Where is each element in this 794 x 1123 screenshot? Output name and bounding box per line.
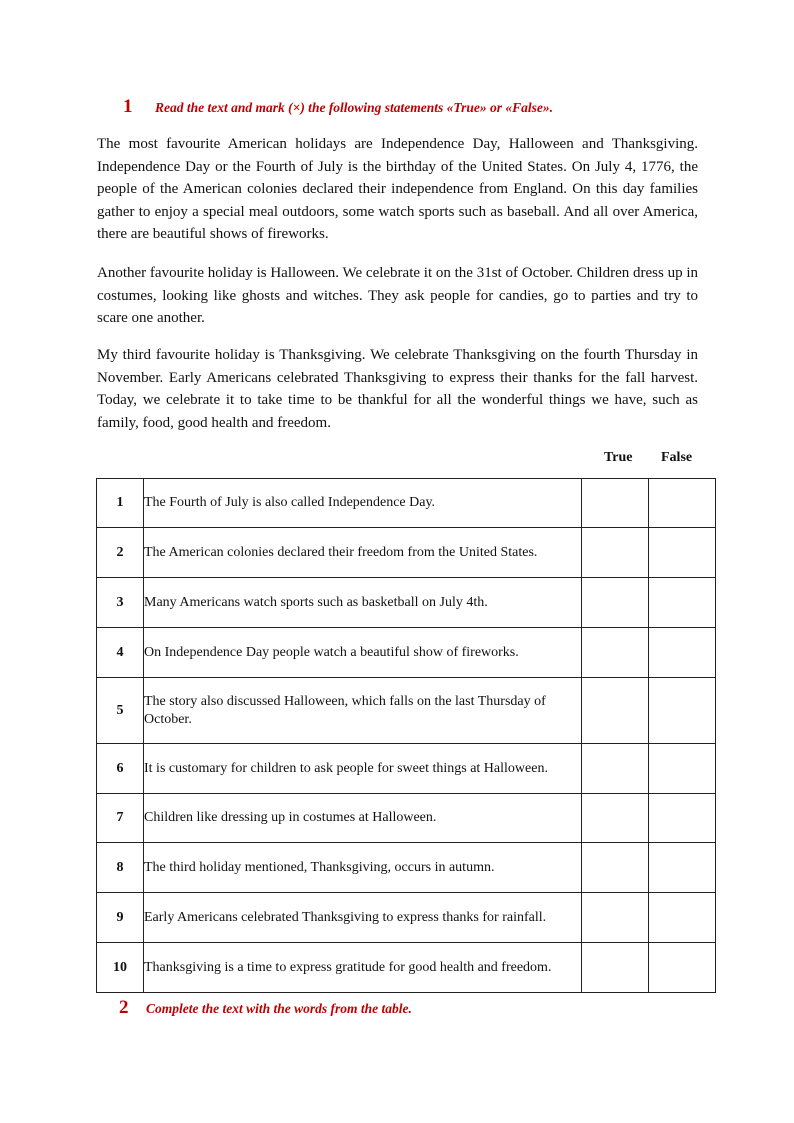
true-answer-box[interactable] bbox=[582, 843, 649, 893]
table-row bbox=[97, 794, 716, 843]
task-1-heading bbox=[123, 96, 553, 116]
false-answer-box[interactable] bbox=[649, 843, 716, 893]
false-answer-box[interactable] bbox=[649, 479, 716, 528]
reading-paragraph-1 bbox=[97, 133, 698, 246]
true-answer-box[interactable] bbox=[582, 479, 649, 528]
statement-number: 1 bbox=[97, 479, 144, 528]
statement-number: 6 bbox=[97, 744, 144, 794]
table-row bbox=[97, 578, 716, 628]
statement-text: The story also discussed Halloween, which falls on the last Thursday of October. bbox=[144, 678, 582, 744]
false-answer-box[interactable] bbox=[649, 744, 716, 794]
table-row bbox=[97, 893, 716, 943]
statement-text: It is customary for children to ask people for sweet things at Halloween. bbox=[144, 744, 582, 794]
reading-paragraph-3 bbox=[97, 344, 698, 434]
task-instruction: Read the text and mark (×) the following statements «True» or «False». bbox=[155, 100, 553, 115]
statement-number: 10 bbox=[97, 943, 144, 993]
statement-number: 9 bbox=[97, 893, 144, 943]
false-answer-box[interactable] bbox=[649, 528, 716, 578]
false-answer-box[interactable] bbox=[649, 893, 716, 943]
true-answer-box[interactable] bbox=[582, 744, 649, 794]
true-answer-box[interactable] bbox=[582, 943, 649, 993]
table-row bbox=[97, 479, 716, 528]
true-answer-box[interactable] bbox=[582, 578, 649, 628]
false-answer-box[interactable] bbox=[649, 943, 716, 993]
task-2-heading bbox=[119, 997, 412, 1017]
paragraph-text: Another favourite holiday is Halloween. We celebrate it on the 31st of October. Children dress up in costumes, looking like ghosts and witches. They ask people for candies, go to parties and try to scare one another. bbox=[97, 265, 698, 327]
statement-text: On Independence Day people watch a beautiful show of fireworks. bbox=[144, 628, 582, 678]
statement-text: Thanksgiving is a time to express gratitude for good health and freedom. bbox=[144, 943, 582, 993]
table-row bbox=[97, 628, 716, 678]
statement-number: 3 bbox=[97, 578, 144, 628]
table-row bbox=[97, 943, 716, 993]
table-row bbox=[97, 528, 716, 578]
true-answer-box[interactable] bbox=[582, 528, 649, 578]
true-column-header: True bbox=[604, 450, 633, 465]
task-number: 2 bbox=[119, 997, 129, 1018]
false-answer-box[interactable] bbox=[649, 794, 716, 843]
statement-text: Many Americans watch sports such as basketball on July 4th. bbox=[144, 578, 582, 628]
false-answer-box[interactable] bbox=[649, 628, 716, 678]
statement-number: 5 bbox=[97, 678, 144, 744]
statement-number: 8 bbox=[97, 843, 144, 893]
paragraph-text: My third favourite holiday is Thanksgiving. We celebrate Thanksgiving on the fourth Thursday in November. Early Americans celebrated Thanksgiving to express their thanks for the fall harvest. Today, we celebrate it to take time to be thankful for all the wonderful things we have, such as family, food, good health and freedom. bbox=[97, 347, 698, 431]
task-number: 1 bbox=[123, 96, 133, 117]
statement-number: 7 bbox=[97, 794, 144, 843]
task-instruction: Complete the text with the words from the table. bbox=[146, 1001, 412, 1016]
true-answer-box[interactable] bbox=[582, 794, 649, 843]
reading-paragraph-2 bbox=[97, 262, 698, 330]
false-column-header: False bbox=[661, 450, 693, 465]
true-answer-box[interactable] bbox=[582, 628, 649, 678]
statement-number: 2 bbox=[97, 528, 144, 578]
table-row bbox=[97, 678, 716, 744]
statement-number: 4 bbox=[97, 628, 144, 678]
statement-text: The Fourth of July is also called Independence Day. bbox=[144, 479, 582, 528]
table-row bbox=[97, 843, 716, 893]
statement-text: Children like dressing up in costumes at Halloween. bbox=[144, 794, 582, 843]
paragraph-text: The most favourite American holidays are Independence Day, Halloween and Thanksgiving. Independence Day or the Fourth of July is the birthday of the United States. On July 4, 1776, the people of the American colonies declared their independence from England. On this day families gather to enjoy a special meal outdoors, some watch sports such as baseball. And all over America, there are beautiful shows of fireworks. bbox=[97, 136, 698, 243]
true-answer-box[interactable] bbox=[582, 678, 649, 744]
false-answer-box[interactable] bbox=[649, 578, 716, 628]
table-row bbox=[97, 744, 716, 794]
false-answer-box[interactable] bbox=[649, 678, 716, 744]
statement-text: The American colonies declared their freedom from the United States. bbox=[144, 528, 582, 578]
true-answer-box[interactable] bbox=[582, 893, 649, 943]
statement-text: The third holiday mentioned, Thanksgiving, occurs in autumn. bbox=[144, 843, 582, 893]
statement-text: Early Americans celebrated Thanksgiving to express thanks for rainfall. bbox=[144, 893, 582, 943]
statements-table bbox=[96, 478, 716, 993]
